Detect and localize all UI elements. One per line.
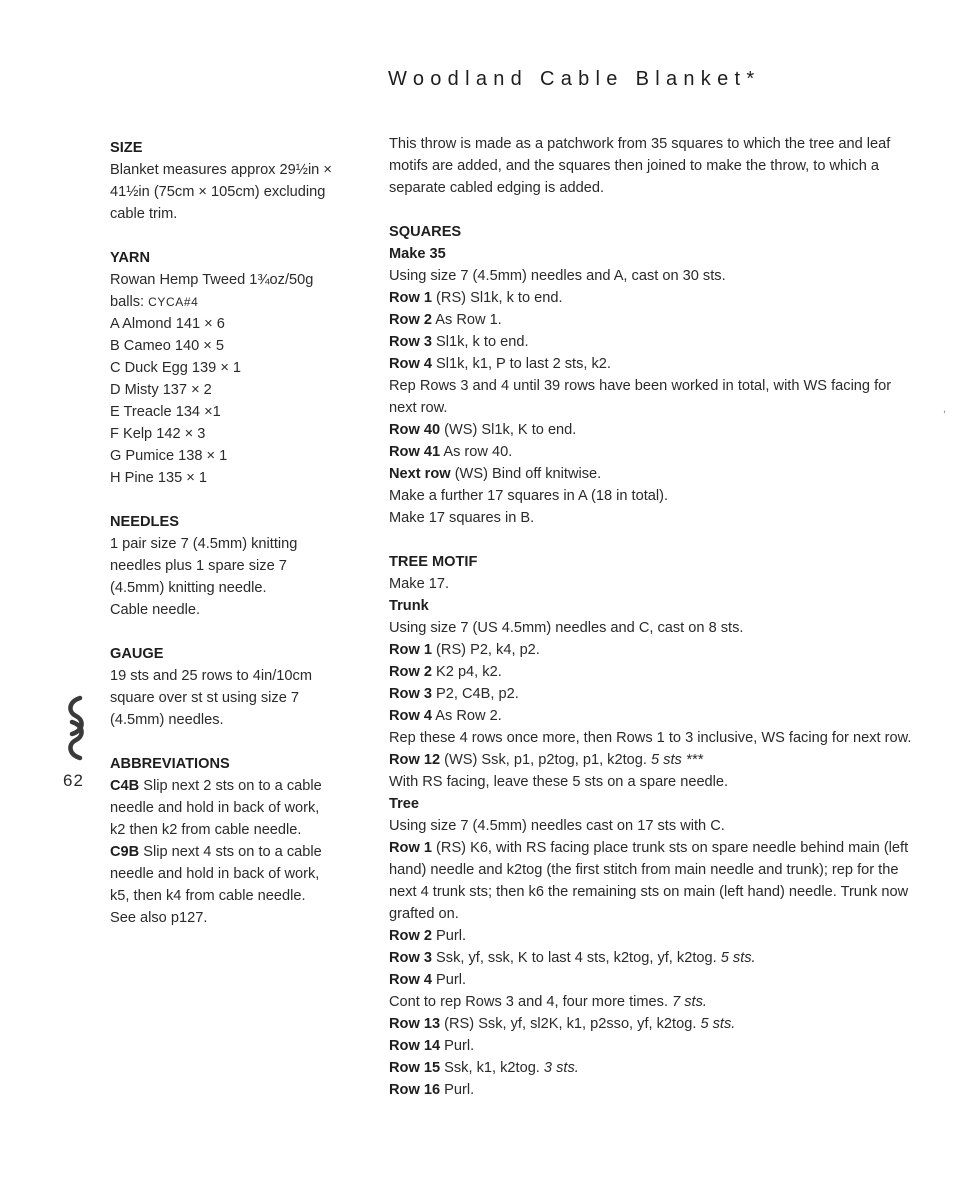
cont-text: Cont to rep Rows 3 and 4, four more times. [389,994,673,1010]
yarn-heading: YARN [110,250,151,266]
row-instruction [389,1013,914,1035]
row-label: Row 1 [389,290,432,306]
row-text: (WS) Sl1k, K to end. [440,422,577,438]
stitch-count: 5 sts *** [651,752,703,768]
row-label: Row 1 [389,840,432,856]
row-instruction [389,749,914,771]
abbr-line: needle and hold in back of work, [110,800,320,816]
row-text: Sl1k, k to end. [431,334,529,350]
row-instruction [389,353,914,375]
needles-line: (4.5mm) knitting needle. [110,580,267,596]
row-label: Row 12 [389,752,441,768]
stitch-count: 5 sts. [700,1016,736,1032]
size-line: 41½in (75cm × 105cm) excluding [110,184,326,200]
row-label: Row 3 [389,950,432,966]
row-text: (RS) Sl1k, k to end. [431,290,563,306]
yarn-balls-line [110,291,365,313]
abbr-text: Slip next 2 sts on to a cable [139,778,322,794]
intro-paragraph: This throw is made as a patchwork from 35 squares to which the tree and leaf motifs are added, and the squares then joined to make the throw, to which a separate cabled edging is added. [389,136,891,196]
yarn-balls-label: balls: [110,294,149,310]
abbr-term-c4b: C4B [110,778,140,794]
abbr-line: needle and hold in back of work, [110,866,320,882]
row-text: As Row 2. [431,708,502,724]
row-text: (RS) Ssk, yf, sl2K, k1, p2sso, yf, k2tog. [440,1016,701,1032]
row-label: Row 2 [389,928,432,944]
row-text: K2 p4, k2. [431,664,502,680]
row-label: Row 4 [389,972,432,988]
row-instruction [389,1079,914,1101]
abbr-line [110,775,365,797]
row-instruction [389,947,914,969]
row-text: (WS) Ssk, p1, p2tog, p1, k2tog. [440,752,651,768]
row-instruction [389,1035,914,1057]
instruction: Rep these 4 rows once more, then Rows 1 to 3 inclusive, WS facing for next row. [389,730,912,746]
needles-heading: NEEDLES [110,514,179,530]
instruction: Make 17 squares in B. [389,510,535,526]
left-column [110,137,365,929]
row-instruction [389,1057,914,1079]
instruction: With RS facing, leave these 5 sts on a spare needle. [389,774,729,790]
yarn-color: A Almond 141 × 6 [110,316,225,332]
tree-motif-heading: TREE MOTIF [389,554,478,570]
row-label: Row 3 [389,334,432,350]
trunk-heading: Trunk [389,598,429,614]
row-text: Purl. [440,1038,475,1054]
stitch-count: 7 sts. [672,994,707,1010]
row-label: Row 1 [389,642,432,658]
row-label: Row 4 [389,356,432,372]
row-text: Purl. [431,928,467,944]
row-label: Row 2 [389,312,432,328]
row-label: Row 3 [389,686,432,702]
instruction [389,991,914,1013]
size-line: cable trim. [110,206,178,222]
yarn-color: F Kelp 142 × 3 [110,426,206,442]
row-text: (RS) K6, with RS facing place trunk sts on spare needle behind main (left hand) needle and k2tog (the first stitch from main needle and trunk); rep for the next 4 trunk sts; then k6 the remaining sts on main (left hand) needle. Trunk now grafted on. [389,840,909,922]
row-instruction [389,925,914,947]
row-text: Purl. [440,1082,475,1098]
row-instruction [389,705,914,727]
row-label: Row 41 [389,444,441,460]
row-label: Row 14 [389,1038,441,1054]
abbr-term-c9b: C9B [110,844,140,860]
gauge-heading: GAUGE [110,646,164,662]
right-column [389,133,914,1101]
row-instruction [389,287,914,309]
yarn-color: C Duck Egg 139 × 1 [110,360,242,376]
row-text: Ssk, yf, ssk, K to last 4 sts, k2tog, yf, k2tog. [431,950,721,966]
row-label: Row 15 [389,1060,441,1076]
margin-mark: , [943,404,946,415]
squares-heading: SQUARES [389,224,462,240]
page-number: 62 [63,771,84,790]
row-instruction [389,683,914,705]
row-text: As row 40. [440,444,513,460]
abbr-text: Slip next 4 sts on to a cable [139,844,322,860]
row-instruction [389,969,914,991]
abbreviations-heading: ABBREVIATIONS [110,756,230,772]
row-label: Row 40 [389,422,441,438]
cyca-label: CYCA#4 [148,295,199,309]
gauge-line: square over st st using size 7 [110,690,299,706]
row-instruction [389,661,914,683]
instruction: Make a further 17 squares in A (18 in total). [389,488,669,504]
instruction: Using size 7 (4.5mm) needles cast on 17 sts with C. [389,818,725,834]
yarn-line: Rowan Hemp Tweed 1¾oz/50g [110,272,314,288]
tree-heading: Tree [389,796,420,812]
abbr-line: k2 then k2 from cable needle. [110,822,302,838]
yarn-color: H Pine 135 × 1 [110,470,207,486]
size-line: Blanket measures approx 29½in × [110,162,332,178]
instruction: Make 17. [389,576,450,592]
row-instruction [389,419,914,441]
row-text: Purl. [431,972,467,988]
stitch-count: 5 sts. [720,950,756,966]
instruction: Using size 7 (US 4.5mm) needles and C, cast on 8 sts. [389,620,744,636]
row-label: Next row [389,466,451,482]
page-title: Woodland Cable Blanket* [388,68,761,90]
squares-make: Make 35 [389,246,446,262]
instruction: Rep Rows 3 and 4 until 39 rows have been worked in total, with WS facing for next row. [389,378,892,416]
row-text: Sl1k, k1, P to last 2 sts, k2. [431,356,611,372]
row-text: P2, C4B, p2. [431,686,519,702]
yarn-color: D Misty 137 × 2 [110,382,212,398]
see-also: See also p127. [110,910,208,926]
row-text: Ssk, k1, k2tog. [440,1060,544,1076]
row-text: As Row 1. [431,312,502,328]
stitch-count: 3 sts. [543,1060,579,1076]
row-instruction [389,441,914,463]
row-text: (RS) P2, k4, p2. [431,642,540,658]
yarn-color: B Cameo 140 × 5 [110,338,224,354]
row-label: Row 4 [389,708,432,724]
cable-ornament-icon [66,694,86,762]
row-label: Row 13 [389,1016,441,1032]
abbr-line [110,841,365,863]
yarn-color: E Treacle 134 ×1 [110,404,221,420]
gauge-line: (4.5mm) needles. [110,712,224,728]
row-instruction [389,331,914,353]
needles-line: 1 pair size 7 (4.5mm) knitting [110,536,298,552]
row-instruction [389,837,914,925]
row-label: Row 16 [389,1082,441,1098]
size-heading: SIZE [110,140,143,156]
needles-line: Cable needle. [110,602,201,618]
row-instruction [389,463,914,485]
row-label: Row 2 [389,664,432,680]
yarn-color: G Pumice 138 × 1 [110,448,228,464]
gauge-line: 19 sts and 25 rows to 4in/10cm [110,668,312,684]
row-text: (WS) Bind off knitwise. [450,466,602,482]
row-instruction [389,309,914,331]
abbr-line: k5, then k4 from cable needle. [110,888,306,904]
needles-line: needles plus 1 spare size 7 [110,558,287,574]
row-instruction [389,639,914,661]
instruction: Using size 7 (4.5mm) needles and A, cast on 30 sts. [389,268,726,284]
